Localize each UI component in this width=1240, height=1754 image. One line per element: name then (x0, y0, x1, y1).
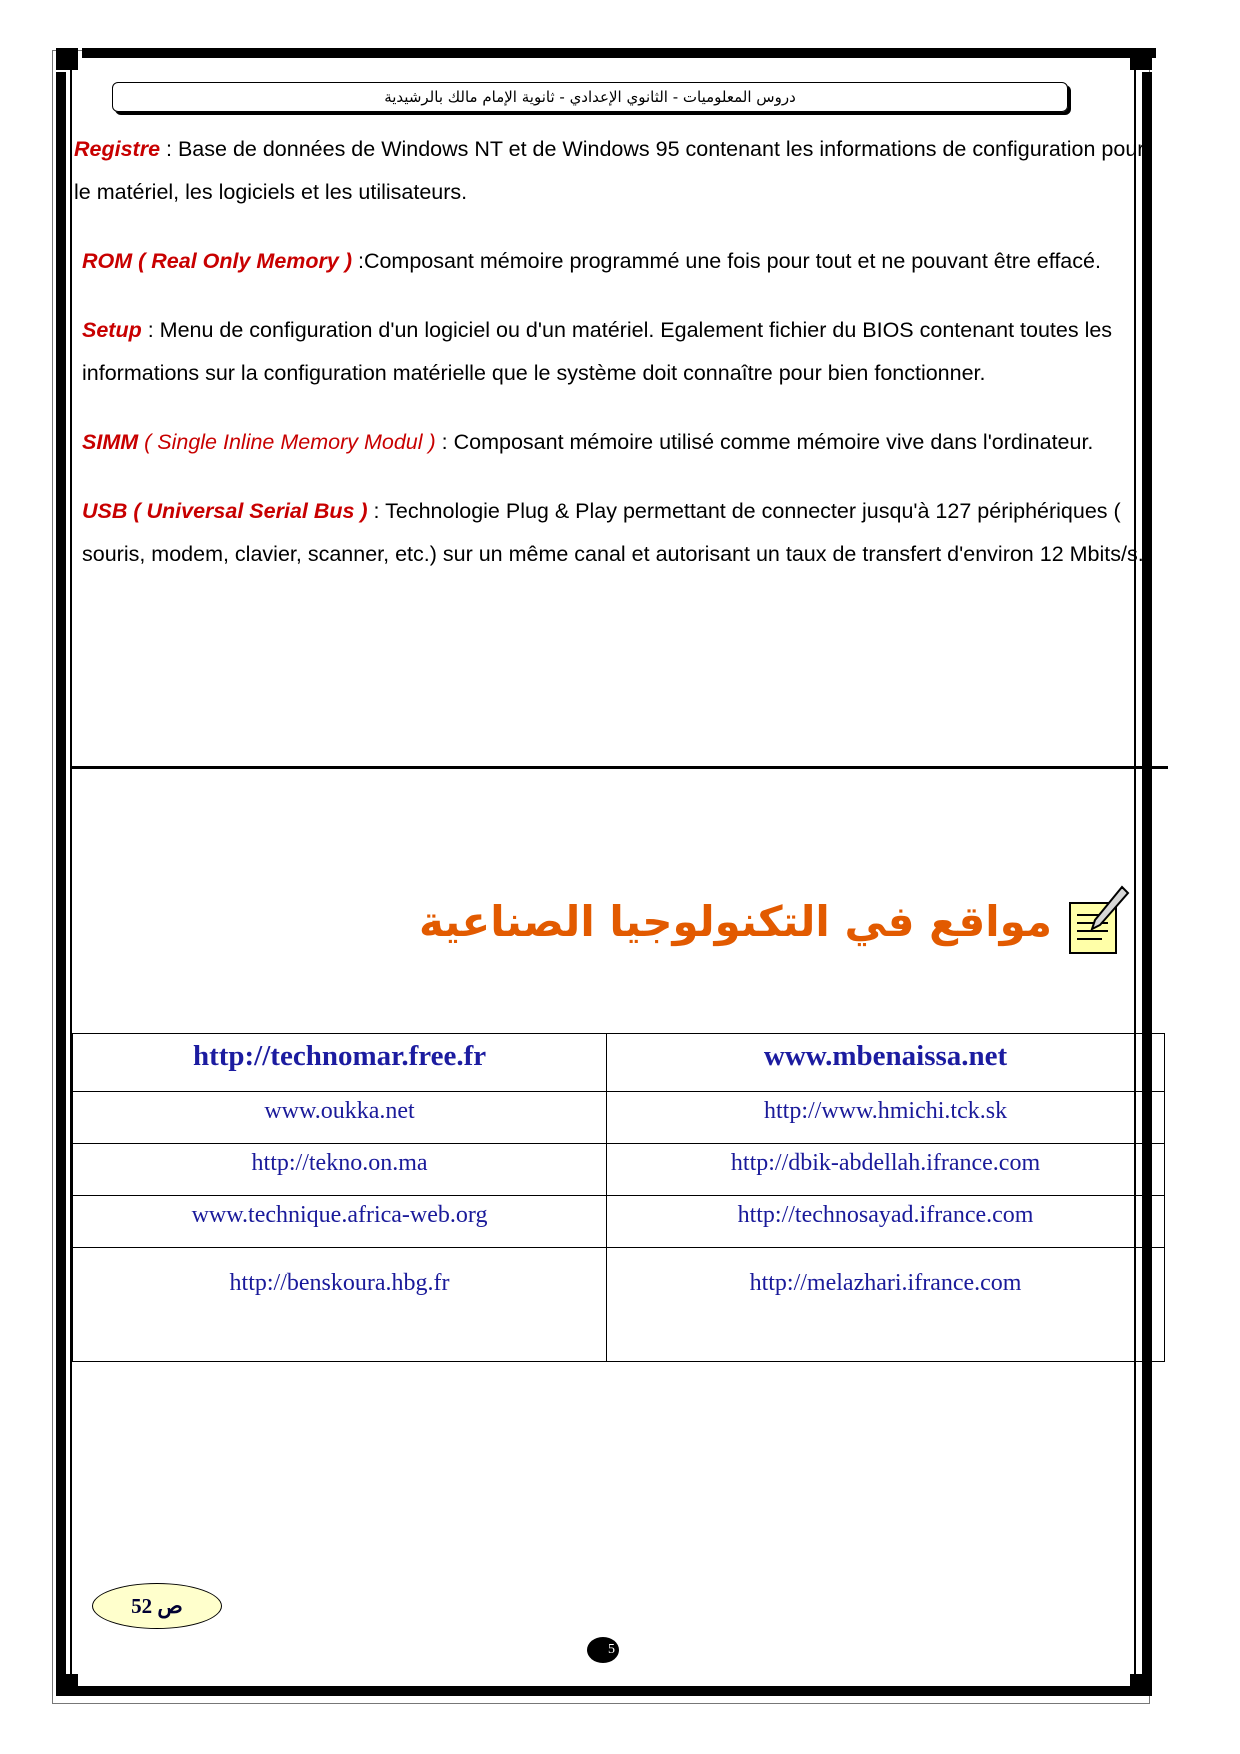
table-cell[interactable]: http://melazhari.ifrance.com (607, 1248, 1165, 1362)
note-edit-icon (1066, 885, 1130, 957)
table-cell[interactable]: www.oukka.net (73, 1092, 607, 1144)
sites-heading (418, 885, 1130, 995)
definition-text: Base de données de Windows NT et de Windows 95 contenant les informations de configuration pour le matériel, les logiciels et les utilisateurs. (74, 137, 1145, 204)
frame-corner (56, 48, 78, 70)
definition-usb: USB ( Universal Serial Bus ) : Technologie Plug & Play permettant de connecter jusqu'à 127 périphériques ( souris, modem, clavier, scanner, etc.) sur un même canal et autorisant un taux de transfert d'environ 12 Mbits/s. (82, 499, 1144, 566)
table-cell[interactable]: www.technique.africa-web.org (73, 1196, 607, 1248)
frame-corner (1130, 48, 1152, 70)
term: Setup (82, 318, 142, 342)
definition-text: Composant mémoire programmé une fois pour tout et ne pouvant être effacé. (363, 249, 1101, 273)
websites-table (72, 1033, 1165, 1362)
table-row (73, 1144, 1165, 1196)
frame-bottom-bar (60, 1686, 1134, 1696)
term: Registre (74, 137, 161, 161)
term: ROM ( Real Only Memory ) (82, 249, 352, 273)
definition-rom: ROM ( Real Only Memory ) :Composant mémoire programmé une fois pour tout et ne pouvant être effacé. (82, 249, 1101, 273)
page-number-label: ص 52 (131, 1594, 183, 1618)
glossary (74, 128, 1152, 602)
sites-title: مواقع في التكنولوجيا الصناعية (418, 897, 1052, 946)
page-number-badge (92, 1583, 222, 1629)
frame-inner-left (70, 68, 72, 1688)
page-dot: 5 (587, 1637, 619, 1663)
definition-setup: Setup : Menu de configuration d'un logiciel ou d'un matériel. Egalement fichier du BIOS contenant toutes les informations sur la configuration matérielle que le système doit connaître pour bien fonctionner. (82, 318, 1113, 385)
section-divider (70, 766, 1168, 769)
definition-registre: Registre : Base de données de Windows NT et de Windows 95 contenant les informations de configuration pour le matériel, les logiciels et les utilisateurs. (74, 137, 1145, 204)
frame-left-bar (56, 72, 66, 1680)
definition-text: Technologie Plug & Play permettant de connecter jusqu'à 127 périphériques ( souris, modem, clavier, scanner, etc.) sur un même canal et autorisant un taux de transfert d'environ 12 Mbits/s. (82, 499, 1144, 566)
term: SIMM ( Single Inline Memory Modul ) (82, 430, 436, 454)
table-cell[interactable]: http://technomar.free.fr (73, 1034, 607, 1092)
frame-corner (1130, 1674, 1152, 1696)
table-cell[interactable]: http://tekno.on.ma (73, 1144, 607, 1196)
frame-top-bar (82, 48, 1156, 58)
term: USB ( Universal Serial Bus ) (82, 499, 368, 523)
table-cell[interactable]: http://benskoura.hbg.fr (73, 1248, 607, 1362)
table-header-row (73, 1034, 1165, 1092)
table-cell[interactable]: http://technosayad.ifrance.com (607, 1196, 1165, 1248)
table-cell[interactable]: http://dbik-abdellah.ifrance.com (607, 1144, 1165, 1196)
definition-simm: SIMM ( Single Inline Memory Modul ) : Composant mémoire utilisé comme mémoire vive dans l'ordinateur. (82, 430, 1094, 454)
table-row (73, 1248, 1165, 1362)
frame-corner (56, 1674, 78, 1696)
header-title: دروس المعلوميات - الثانوي الإعدادي - ثانوية الإمام مالك بالرشيدية (384, 88, 796, 106)
definition-text: Composant mémoire utilisé comme mémoire vive dans l'ordinateur. (453, 430, 1094, 454)
table-row (73, 1092, 1165, 1144)
table-cell[interactable]: http://www.hmichi.tck.sk (607, 1092, 1165, 1144)
page-header (112, 82, 1068, 112)
table-row (73, 1196, 1165, 1248)
table-cell[interactable]: www.mbenaissa.net (607, 1034, 1165, 1092)
definition-text: Menu de configuration d'un logiciel ou d'un matériel. Egalement fichier du BIOS contenant toutes les informations sur la configuration matérielle que le système doit connaître pour bien fonctionner. (82, 318, 1113, 385)
